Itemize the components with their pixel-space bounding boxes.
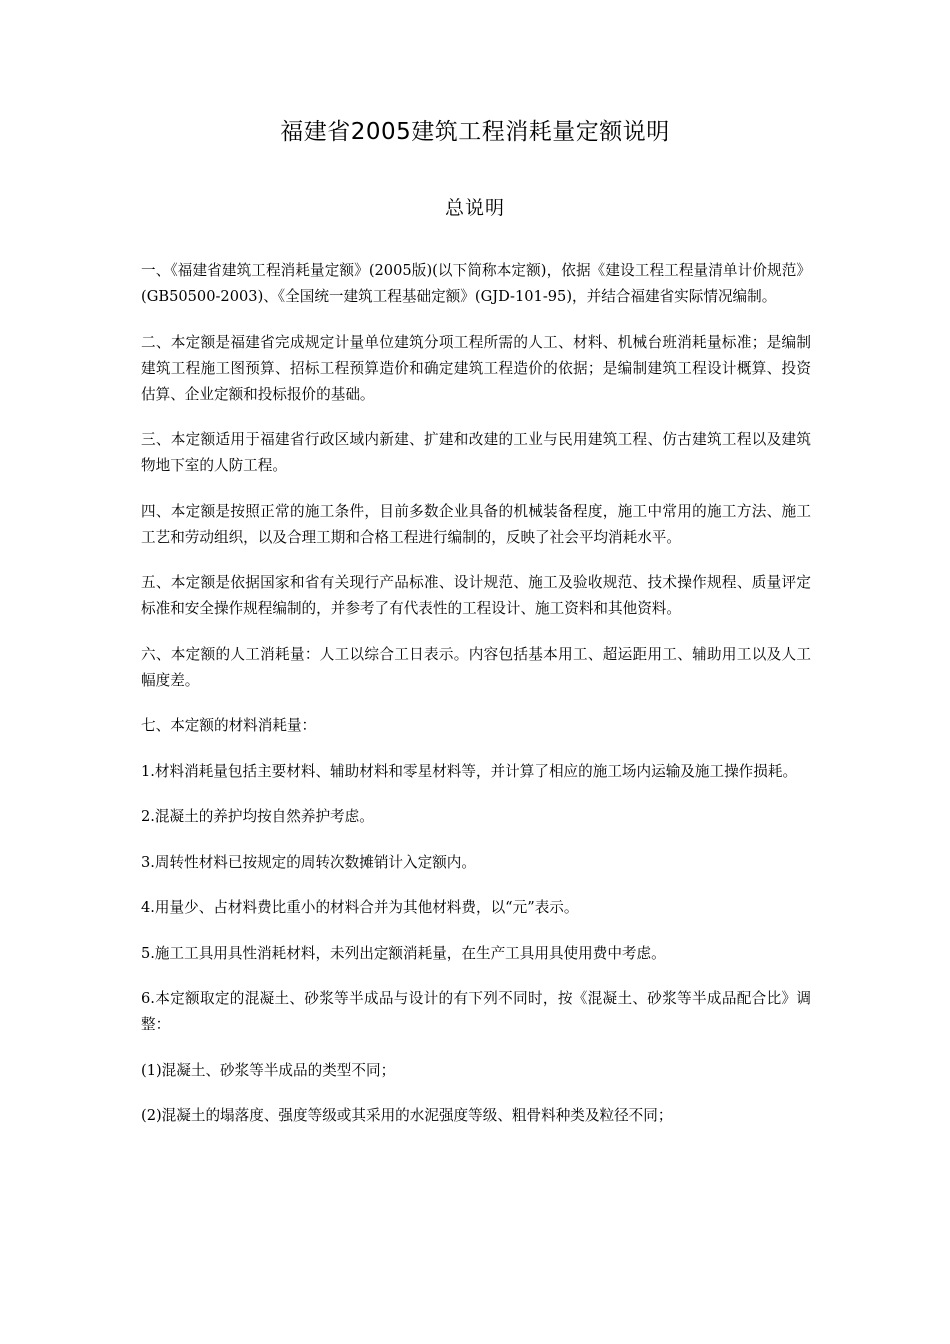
document-body bbox=[141, 258, 811, 1149]
list-item-6: 6.本定额取定的混凝土、砂浆等半成品与设计的有下列不同时，按《混凝土、砂浆等半成品配合比》调整： bbox=[141, 990, 811, 1033]
sub-item-1: (1)混凝土、砂浆等半成品的类型不同； bbox=[141, 1061, 396, 1079]
paragraph-7: 七、本定额的材料消耗量： bbox=[141, 717, 317, 734]
paragraph-4: 四、本定额是按照正常的施工条件，目前多数企业具备的机械装备程度，施工中常用的施工方法、施工工艺和劳动组织，以及合理工期和合格工程进行编制的，反映了社会平均消耗水平。 bbox=[141, 502, 811, 546]
document-title: 福建省2005建筑工程消耗量定额说明 bbox=[280, 119, 670, 145]
paragraph-2: 二、本定额是福建省完成规定计量单位建筑分项工程所需的人工、材料、机械台班消耗量标准；是编制建筑工程施工图预算、招标工程预算造价和确定建筑工程造价的依据；是编制建筑工程设计概算、投资估算、企业定额和投标报价的基础。 bbox=[141, 333, 811, 403]
list-item-5: 5.施工工具用具性消耗材料，未列出定额消耗量，在生产工具用具使用费中考虑。 bbox=[141, 944, 666, 962]
list-item-1: 1.材料消耗量包括主要材料、辅助材料和零星材料等，并计算了相应的施工场内运输及施工操作损耗。 bbox=[141, 762, 798, 780]
section-title: 总说明 bbox=[444, 197, 505, 219]
sub-item-2: (2)混凝土的塌落度、强度等级或其采用的水泥强度等级、粗骨料种类及粒径不同； bbox=[141, 1107, 673, 1124]
list-item-3: 3.周转性材料已按规定的周转次数摊销计入定额内。 bbox=[141, 853, 476, 871]
paragraph-6: 六、本定额的人工消耗量：人工以综合工日表示。内容包括基本用工、超运距用工、辅助用工以及人工幅度差。 bbox=[141, 645, 811, 689]
paragraph-3: 三、本定额适用于福建省行政区域内新建、扩建和改建的工业与民用建筑工程、仿古建筑工程以及建筑物地下室的人防工程。 bbox=[141, 431, 811, 474]
list-item-4: 4.用量少、占材料费比重小的材料合并为其他材料费，以“元”表示。 bbox=[141, 899, 579, 916]
paragraph-5: 五、本定额是依据国家和省有关现行产品标准、设计规范、施工及验收规范、技术操作规程、质量评定标准和安全操作规程编制的，并参考了有代表性的工程设计、施工资料和其他资料。 bbox=[141, 574, 811, 617]
list-item-2: 2.混凝土的养护均按自然养护考虑。 bbox=[141, 808, 374, 825]
paragraph-1: 一、《福建省建筑工程消耗量定额》(2005版)(以下简称本定额)，依据《建设工程工程量清单计价规范》(GB50500-2003)、《全国统一建筑工程基础定额》(GJD-101-95)，并结合福建省实际情况编制。 bbox=[141, 262, 811, 305]
